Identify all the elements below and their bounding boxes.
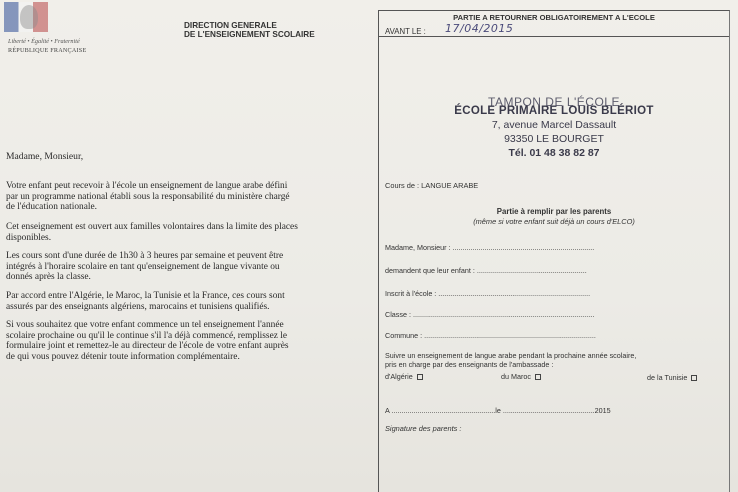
paragraph-line: Les cours sont d'une durée de 1h30 à 3 heures par semaine et peuvent être [6,251,284,261]
checkbox-morocco[interactable] [535,374,541,380]
school-stamp-title: TAMPON DE L'ÉCOLE [488,95,620,109]
school-street: 7, avenue Marcel Dassault [491,119,617,131]
school-name: ÉCOLE PRIMAIRE LOUIS BLÉRIOT [454,105,654,117]
marianne-logo [4,2,96,62]
form-header-title: PARTIE A RETOURNER OBLIGATOIREMENT A L'ECOLE [453,13,655,22]
republic-motto: Liberté • Égalité • Fraternité [8,38,80,45]
place-date-line[interactable]: A ....................................................le ..............................................2015 [385,406,611,415]
field-child-name[interactable]: demandent que leur enfant : ....................................................... [385,266,587,275]
direction-line-1: DIRECTION GENERALE [184,21,277,30]
paragraph-line: de l'éducation nationale. [6,202,97,213]
paragraph-line: intégrés à l'horaire scolaire en tant qu'enseignement de langue vivante ou [6,261,280,272]
return-form [378,10,730,492]
paragraph-line: formulaire joint et remettez-le au directeur de l'école de votre enfant auprès [6,341,289,352]
deadline-label: AVANT LE : [385,27,426,36]
deadline-date-handwritten: 17/04/2015 [445,22,514,35]
paragraph-line: donnés après la classe. [6,272,91,283]
course-choice-intro-1: Suivre un enseignement de langue arabe pendant la prochaine année scolaire, [385,351,637,360]
paragraph-line: assurés par des enseignants algériens, marocains et tunisiens qualifiés. [6,301,270,312]
signature-label[interactable]: Signature des parents : [385,424,462,433]
school-phone: Tél. 01 48 38 82 87 [508,147,600,159]
course-label: Cours de : LANGUE ARABE [385,181,479,190]
paragraph-2 [6,222,362,243]
field-parents-name[interactable]: Madame, Monsieur : ....................................................................... [385,243,595,252]
field-class[interactable]: Classe : ........................................................................................... [385,310,595,319]
form-header [379,11,729,37]
parents-section-subtitle: (même si votre enfant suit déjà un cours d'ELCO) [473,217,635,226]
paragraph-line: Si vous souhaitez que votre enfant commence un tel enseignement l'année [6,320,284,330]
paragraph-line: par un programme national établi sous la responsabilité du ministère chargé [6,191,290,202]
paragraph-line: Cet enseignement est ouvert aux familles volontaires dans la limite des places [6,222,298,232]
field-commune[interactable]: Commune : ...................................................................................... [385,331,596,340]
choice-tunisia[interactable] [647,373,697,382]
choice-algeria-label: d'Algérie [385,372,413,381]
paragraph-line: disponibles. [6,232,52,243]
salutation: Madame, Monsieur, [6,151,84,162]
republic-name: RÉPUBLIQUE FRANÇAISE [8,47,87,54]
paragraph-1 [6,181,362,213]
choice-tunisia-label: de la Tunisie [647,373,688,382]
paragraph-line: scolaire prochaine ou qu'il le continue s'il l'a déjà commencé, remplissez le [6,330,288,341]
field-school[interactable]: Inscrit à l'école : ............................................................................ [385,289,591,298]
choice-morocco[interactable] [501,372,541,381]
parents-section-title: Partie à remplir par les parents [496,207,612,216]
direction-line-2: DE L'ENSEIGNEMENT SCOLAIRE [184,30,315,40]
choice-morocco-label: du Maroc [501,372,531,381]
school-city: 93350 LE BOURGET [504,133,604,145]
paragraph-4 [6,291,362,312]
paragraph-line: de qui vous pouvez détenir toute information complémentaire. [6,351,240,362]
course-choice-intro-2: pris en charge par des enseignants de l'ambassade : [385,360,554,369]
paragraph-3 [6,251,362,283]
choice-algeria[interactable] [385,372,423,381]
checkbox-algeria[interactable] [417,374,423,380]
marianne-profile-icon [20,5,38,29]
paragraph-5 [6,320,362,362]
issuing-department [184,21,315,40]
checkbox-tunisia[interactable] [691,375,697,381]
paragraph-line: Par accord entre l'Algérie, le Maroc, la Tunisie et la France, ces cours sont [6,291,285,301]
paragraph-line: Votre enfant peut recevoir à l'école un enseignement de langue arabe défini [6,181,288,191]
